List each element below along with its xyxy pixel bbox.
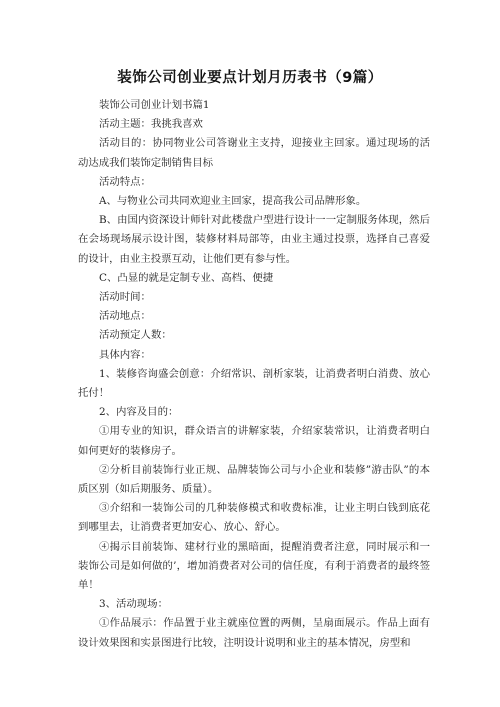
paragraph-showcase: ①作品展示：作品置于业主就座位置的两侧，呈扇面展示。作品上面有设计效果图和实景图进行比较，注明设计说明和业主的基本情况，房型和 — [78, 617, 430, 649]
paragraph-feature-c: C、凸显的就是定制专业、高档、便捷 — [99, 271, 274, 284]
paragraph-purpose: 活动目的：协同物业公司答谢业主支持，迎接业主回家。通过现场的活动达成我们装饰定制销售目标 — [78, 137, 430, 169]
document-body — [78, 96, 430, 653]
paragraph-item-1: 1、装修咨询盛会创意：介绍常识、剖析家装，让消费者明白消费、放心托付！ — [78, 367, 430, 400]
paragraph-point-3: ③介绍和一装饰公司的几种装修模式和收费标准，让业主明白钱到底花到哪里去，让消费者更加安心、放心、舒心。 — [78, 502, 430, 534]
paragraph-content-label: 具体内容： — [99, 348, 151, 361]
paragraph-location: 活动地点： — [99, 310, 151, 323]
document-title: 装饰公司创业要点计划月历表书（9篇） — [117, 70, 383, 86]
paragraph-heading: 装饰公司创业计划书篇1 — [99, 99, 210, 111]
paragraph-point-4: ④揭示目前装饰、建材行业的黑暗面，提醒消费者注意，同时展示和一装饰公司是如何做的’，增加消费者对公司的信任度，有利于消费者的最终签单！ — [78, 540, 430, 592]
paragraph-item-3: 3、活动现场： — [99, 598, 168, 611]
paragraph-feature-a: A、与物业公司共同欢迎业主回家，提高我公司品牌形象。 — [99, 195, 367, 208]
paragraph-feature-b: B、由国内资深设计师针对此楼盘户型进行设计一一定制服务体现，然后在会场现场展示设计图，装修材料局部等，由业主通过投票，选择自己喜爱的设计，由业主投票互动，让他们更有参与性。 — [78, 214, 430, 265]
paragraph-point-1: ①用专业的知识，群众语言的讲解家装，介绍家装常识，让消费者明白如何更好的装修房子。 — [78, 425, 430, 457]
paragraph-headcount: 活动预定人数： — [99, 329, 172, 342]
paragraph-item-2: 2、内容及目的： — [99, 406, 179, 419]
paragraph-features-label: 活动特点： — [99, 175, 151, 188]
paragraph-theme: 活动主题：我挑我喜欢 — [99, 118, 203, 131]
paragraph-point-2: ②分析目前装饰行业正规、品牌装饰公司与小企业和装修”游击队”的本质区别（如后期服务、质量）。 — [78, 463, 430, 496]
paragraph-time: 活动时间： — [99, 291, 151, 304]
